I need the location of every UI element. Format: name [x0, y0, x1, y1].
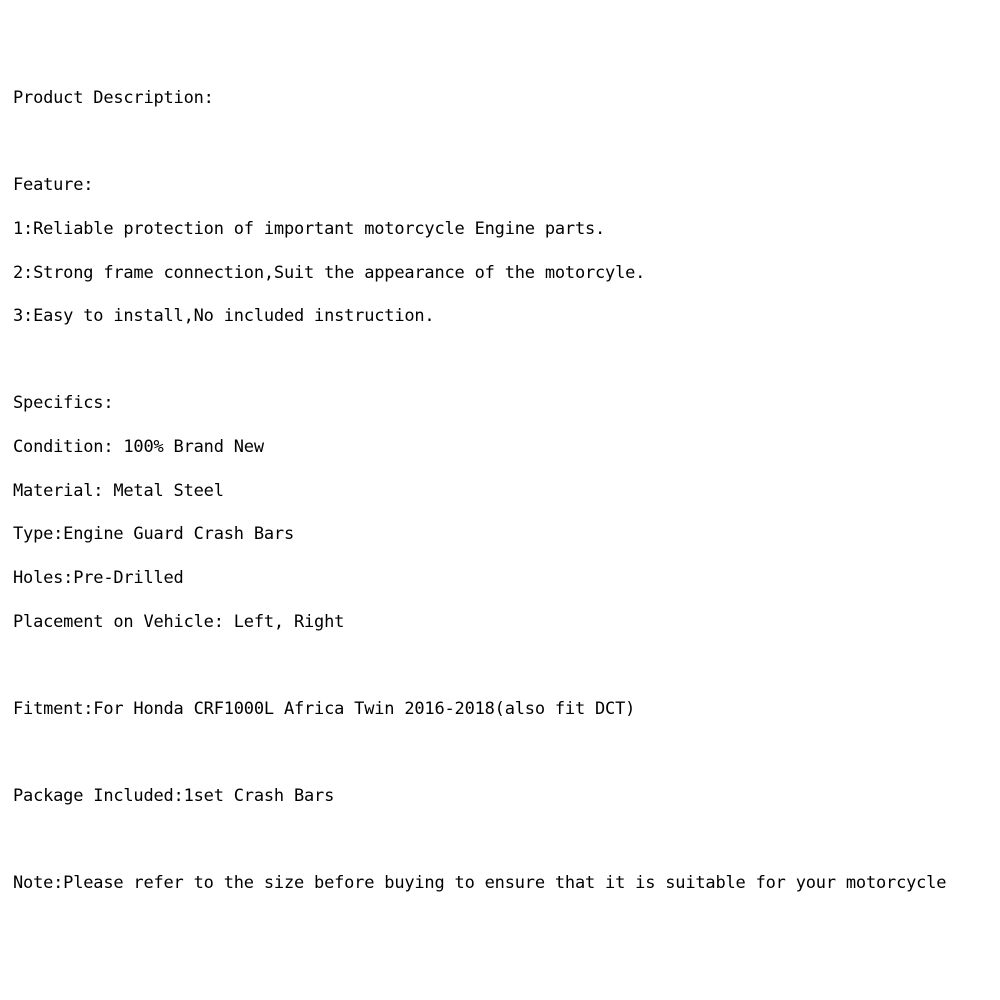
note-line: Note:Please refer to the size before buying to ensure that it is suitable for your motorcycle — [13, 873, 947, 893]
specifics-item: Placement on Vehicle: Left, Right — [13, 612, 345, 632]
product-description-heading: Product Description: — [13, 88, 214, 108]
package-included-line: Package Included:1set Crash Bars — [13, 786, 335, 806]
feature-title: Feature: — [13, 175, 94, 195]
feature-item: 3:Easy to install,No included instruction. — [13, 306, 435, 326]
feature-item: 2:Strong frame connection,Suit the appearance of the motorcyle. — [13, 263, 646, 283]
specifics-item: Holes:Pre-Drilled — [13, 568, 184, 588]
specifics-item: Type:Engine Guard Crash Bars — [13, 524, 294, 544]
feature-item: 1:Reliable protection of important motorcycle Engine parts. — [13, 219, 606, 239]
specifics-title: Specifics: — [13, 393, 114, 413]
specifics-item: Material: Metal Steel — [13, 481, 224, 501]
specifics-item: Condition: 100% Brand New — [13, 437, 264, 457]
fitment-line: Fitment:For Honda CRF1000L Africa Twin 2016-2018(also fit DCT) — [13, 699, 636, 719]
